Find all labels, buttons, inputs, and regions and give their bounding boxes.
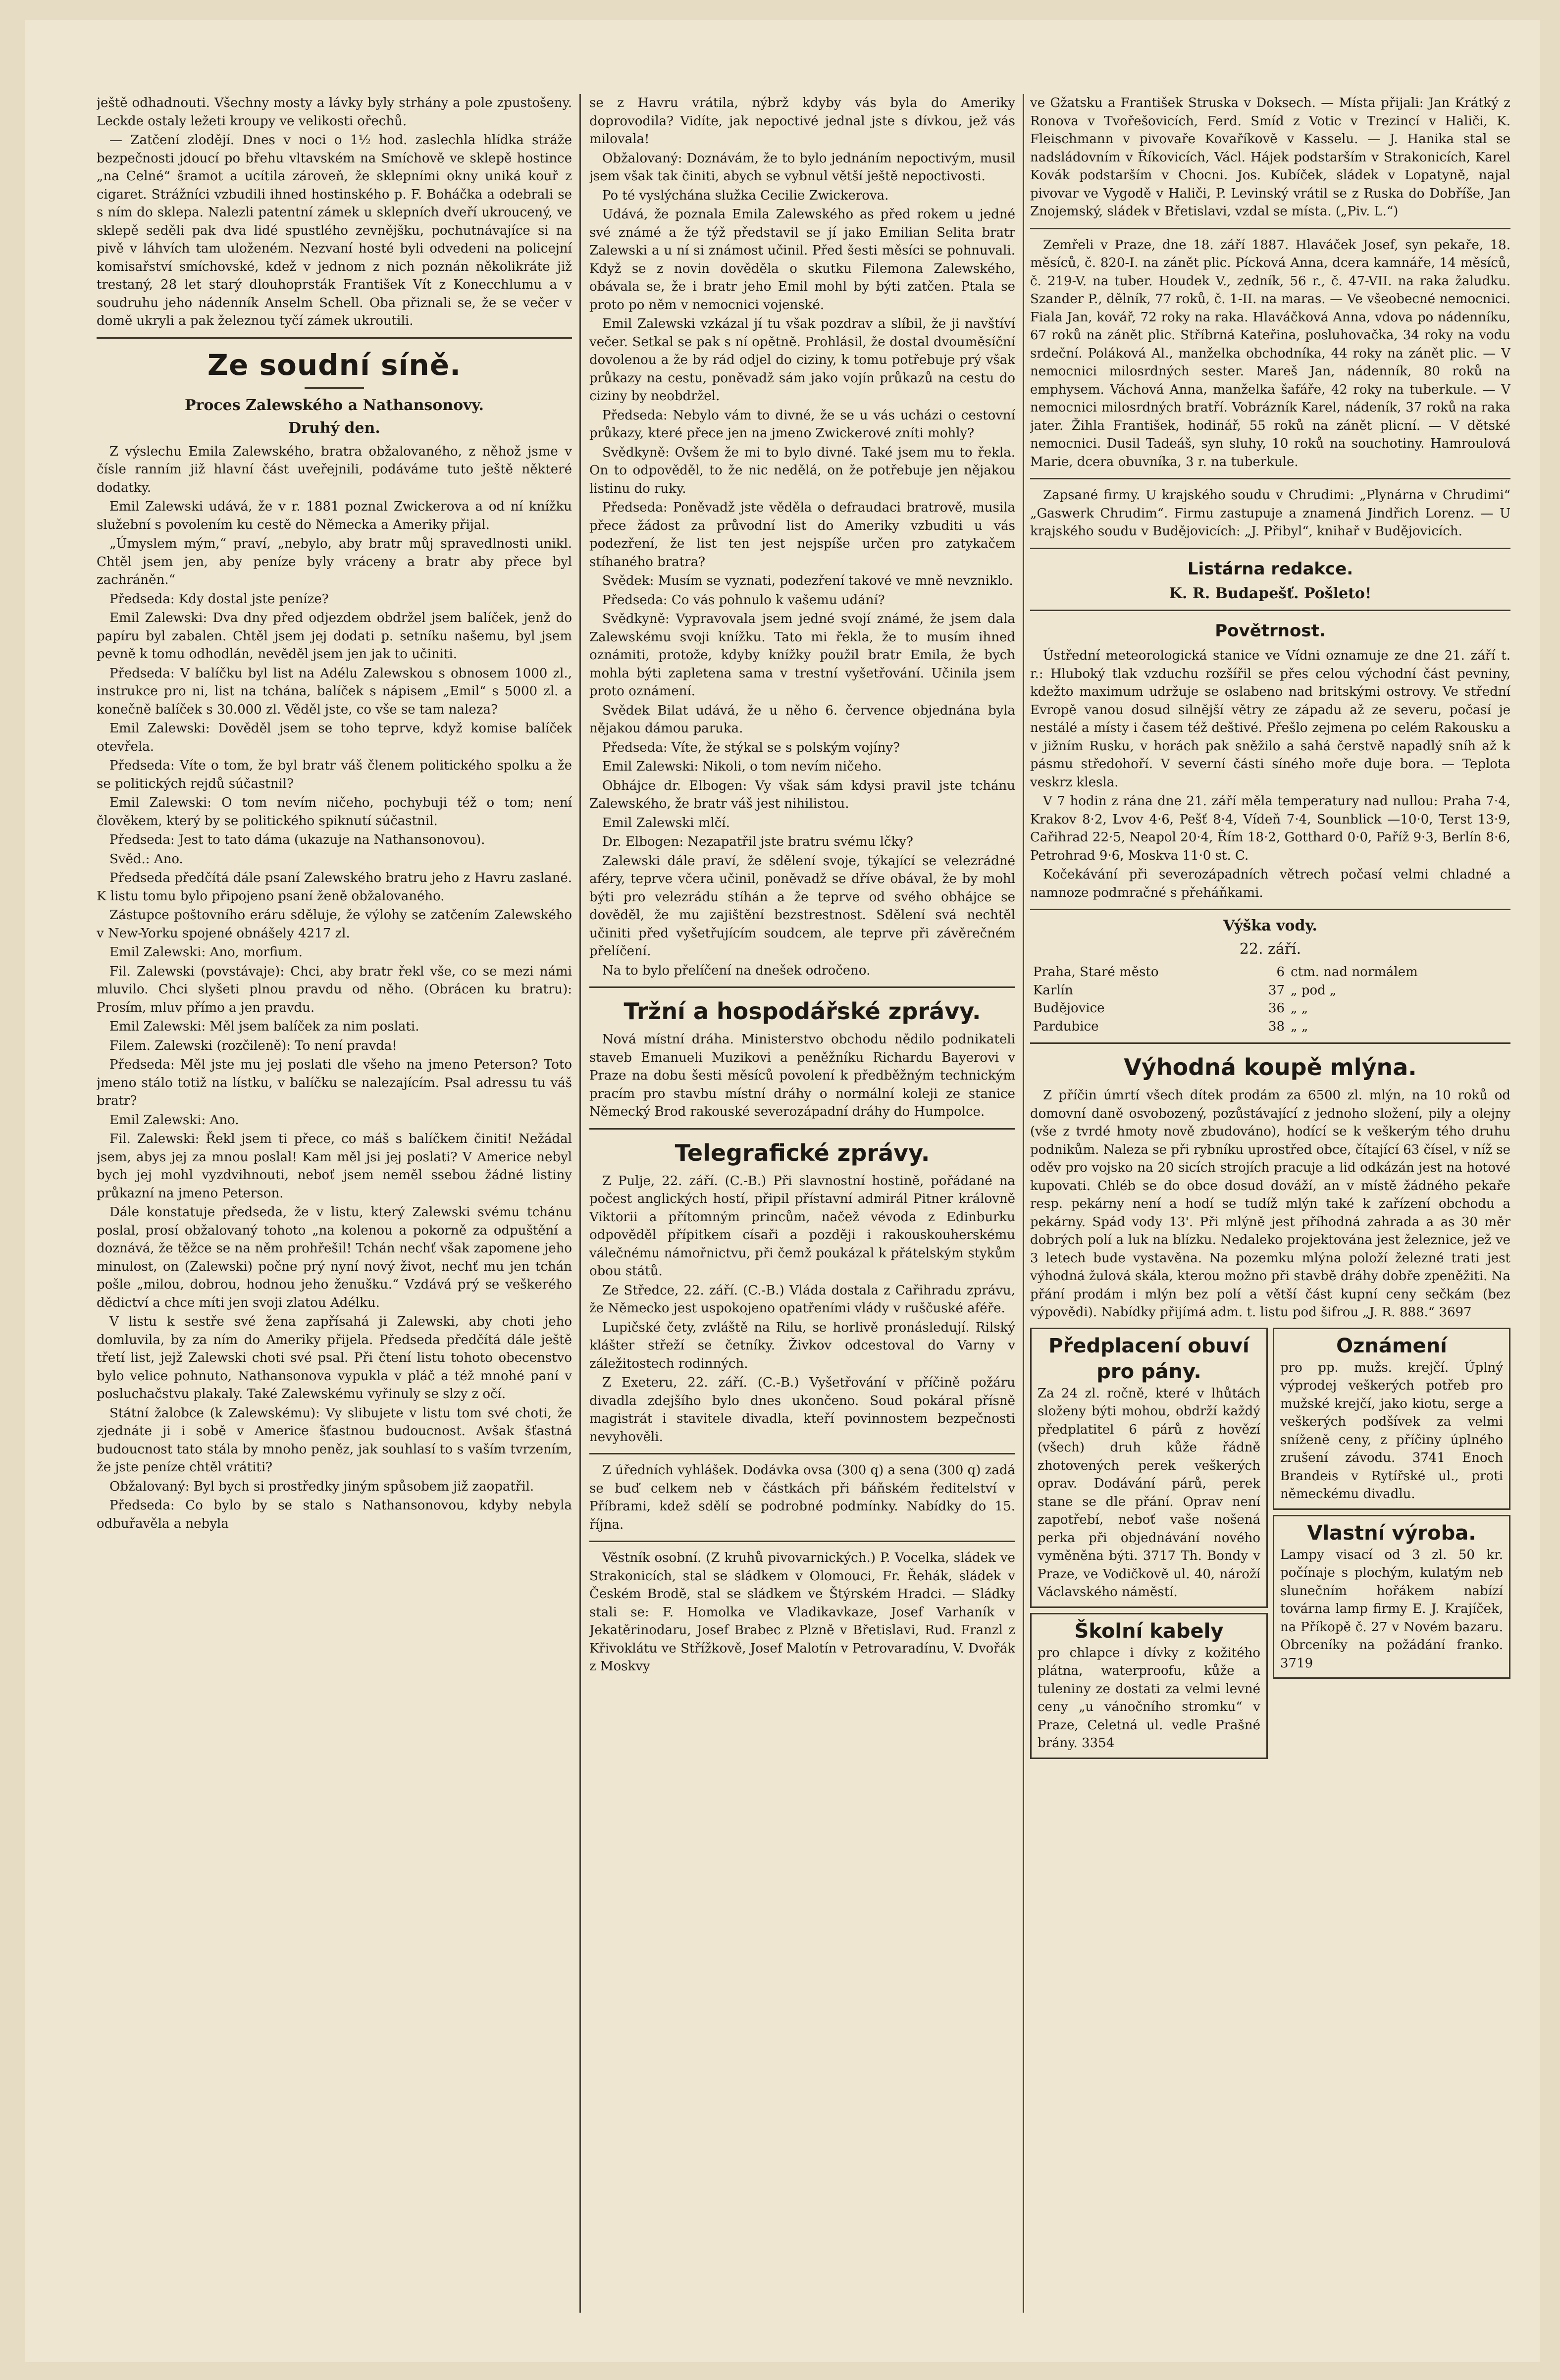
article-paragraph: Po té vyslýchána služka Cecilie Zwickerova.: [602, 188, 889, 203]
ad-announce-title: Oznámení: [1336, 1334, 1447, 1357]
letters-item: K. R. Budapešť. Pošleto!: [1169, 584, 1372, 602]
article-paragraph: Předseda: Co bylo by se stalo s Nathansonovou, kdyby nebyla odbuřavěla a nebyla: [97, 1498, 572, 1531]
firms-notice: Zapsané firmy. U krajského soudu v Chrudimi: „Plynárna v Chrudimi“ „Gaswerk Chrudim“. Firmu zastupuje a znamená Jindřich Lorenz. — U krajského soudu v Budějovicích: „J. Přibyl“, knihař v Budějovicích.: [1030, 488, 1510, 539]
water-unit: „ pod „: [1291, 983, 1337, 998]
official-notice: Z úředních vyhlášek. Dodávka ovsa (300 q) a sena (300 q) zadá se buď celkem neb v částkách při báňském ředitelství v Příbrami, kdež sdělí se podrobné podmínky. Nabídky do 15. října.: [589, 1463, 1015, 1532]
article-paragraph: Státní žalobce (k Zalewskému): Vy slibujete v listu tom své choti, že zjednáte ji i sobě v Americe šťastnou budoucnost. Avšak šťastná budoucnost tato stála by mnoho peněz, jak souhlasí to s vaším tvrzením, že jste peníze chtěl vrátiti?: [97, 1405, 572, 1475]
table-row: [1030, 963, 1510, 982]
ad-column-right: [1273, 1323, 1510, 1764]
section-heading-telegraph: Telegrafické zprávy.: [675, 1139, 930, 1166]
divider: [97, 337, 572, 339]
article-paragraph: Obžalovaný: Byl bych si prostředky jiným spůsobem již zaopatřil.: [109, 1479, 534, 1494]
article-paragraph: Emil Zalewski udává, že v r. 1881 poznal Zwickerova a od ní knížku služební s povolením ku cestě do Německa a Ameriky přijal.: [97, 499, 572, 532]
weather-paragraph: Kočekávání při severozápadních větrech počasí velmi chladné a namnoze podmračné s přeháňkami.: [1030, 867, 1510, 900]
article-paragraph: Na to bylo přelíčení na dnešek odročeno.: [602, 963, 871, 978]
article-paragraph: Z výslechu Emila Zalewského, bratra obžalovaného, z něhož jsme v čísle ranním již hlavní část uveřejnili, podáváme tuto ještě některé dodatky.: [97, 444, 572, 495]
article-paragraph: Emil Zalewski: Nikoli, o tom nevím ničeho.: [602, 759, 882, 774]
article-paragraph: Předseda: Víte, že stýkal se s polským vojíny?: [602, 740, 900, 755]
ad-cables: [1030, 1613, 1268, 1759]
divider: [1030, 1042, 1510, 1044]
water-value: 36: [1268, 1001, 1285, 1016]
ad-own: [1273, 1515, 1510, 1679]
article-paragraph: Svědkyně: Vypravovala jsem jedné svojí známé, že jsem dala Zalewskému svoji knížku. Tato mi řekla, že to musím ihned oznámiti, protože, kdyby knížky použil bratr Emila, že bych mohla býti zapletena sama v trestní vyšetřování. Učinila jsem proto oznámení.: [589, 612, 1015, 699]
article-paragraph: Předseda: Co vás pohnulo k vašemu udání?: [602, 592, 885, 608]
article-paragraph: Předseda: V balíčku byl list na Adélu Zalewskou s obnosem 1000 zl., instrukce pro ni, list na tchána, balíček s nápisem „Emil“ s 5000 zl. a konečně balíček s 30.000 zl. Věděl jste, co vše se tam naleza?: [97, 666, 572, 717]
water-value: 38: [1268, 1019, 1285, 1034]
article-paragraph: Emil Zalewski: Dva dny před odjezdem obdržel jsem balíček, jenž do papíru byl zabalen. Chtěl jsem jej dodati p. setníku našemu, byl jsem pevně k tomu odhodlán, nevěděl jsem jen jak to učiniti.: [97, 611, 572, 662]
water-value: 37: [1268, 983, 1285, 998]
ad-shoes-text: Za 24 zl. ročně, které v lhůtách složeny býti mohou, obdrží každý předplatitel 6 párů z hovězí (všech) druh kůže řádně zhotovených perek veškerých oprav. Dodávání párů, perek stane se dle přání. Oprav není zapotřebí, neboť vaše nošená perka při objednávání nového vyměněna býti. 3717 Th. Bondy v Praze, ve Vodičkově ul. 40, nároží Václavského náměstí.: [1038, 1386, 1260, 1600]
article-paragraph: Fil. Zalewski: Řekl jsem ti přece, co máš s balíčkem činiti! Nežádal jsem, abys jej za mnou poslal! Kam měl jsi jej poslati? V Americe nebyl bych jej mohl vyzdvihnouti, neboť jsem neměl ssebou žádné listiny průkazní na jmeno Peterson.: [97, 1132, 572, 1201]
article-paragraph: Emil Zalewski vzkázal jí tu však pozdrav a slíbil, že ji navštíví večer. Setkal se pak s ní opětně. Prohlásil, že dostal dvouměsíční dovolenou a že by rád odjel do ciziny, k tomu potřebuje prý však průkazy na cestu, poněvadž sám jako vojín průkazů na cestu do ciziny by neobdržel.: [589, 316, 1015, 404]
article-paragraph: Svědkyně: Ovšem že mi to bylo divné. Také jsem mu to řekla. On to odpověděl, to že nic nedělá, on že potřebuje jen nějakou listinu do ruky.: [589, 445, 1015, 496]
ad-shoes: [1030, 1328, 1268, 1608]
ad-cables-title: Školní kabely: [1074, 1619, 1224, 1643]
article-paragraph: Fil. Zalewski (povstávaje): Chci, aby bratr řekl vše, co se mezi námi mluvilo. Chci slyšeti plnou pravdu od něho. (Obrácen ku bratru): Prosím, mluv přímo a jen pravdu.: [97, 964, 572, 1015]
ad-mill-text: Z příčin úmrtí všech dítek prodám za 6500 zl. mlýn, na 10 roků od domovní daně osvobozený, pozůstávající z jednoho složení, pily a olejny (vše z tvrdé hmoty nově zbudováno), hodící se k veškerým tého druhu podnikům. Naleza se při rybníku uprostřed obce, čítající 63 čísel, v níž se oděv pro vojsko na 20 sicích strojích pracuje a lid odkázán jest na hotové kupovati. Chléb se do obce dosud dováží, an v místě žádného pekaře resp. pekárny není a hodí se tudíž mlýn také k zařízení obchodu a pekárny. Spád vody 13'. Při mlýně jest příhodná zahrada a as 30 měr dobrých polí a luk na blízku. Nedaleko projektována jest železnice, jež ve 3 letech bude vystavěna. Na pozemku mlýna položí železné trati jest výhodná žulová skála, kterou možno při stavbě dráhy dobře zpeněžiti. Na přání prodám i mlýn bez polí a větší část kupní ceny sečkám (bez výpovědi). Nabídky přijímá adm. t. listu pod šifrou „J. R. 888.“ 3697: [1030, 1088, 1510, 1320]
article-paragraph: Svěd.: Ano.: [109, 851, 183, 867]
ad-announce: [1273, 1328, 1510, 1510]
personal-news: Věstník osobní. (Z kruhů pivovarnických.) P. Vocelka, sládek ve Strakonicích, stal se sládkem v Olomouci, Fr. Řehák, sládek v Českém Brodě, stal se sládkem ve Štýrském Hradci. — Sládky stali se: F. Homolka ve Vladikavkaze, Josef Varhaník v Jekatěrinodaru, Josef Brabec z Plzně v Břetislavi, Rud. Franzl z Křivoklátu ve Střížkově, Josef Malotín v Petrovaradínu, V. Dvořák z Moskvy: [589, 1551, 1015, 1674]
section-heading-letters: Listárna redakce.: [1187, 559, 1353, 579]
divider: [1030, 610, 1510, 611]
water-level-table: [1030, 963, 1510, 1035]
ad-shoes-title: Předplacení obuví pro pány.: [1048, 1334, 1249, 1383]
article-subtitle: Druhý den.: [288, 419, 380, 437]
water-level-title: Výška vody.: [1223, 917, 1317, 934]
article-paragraph: Emil Zalewski mlčí.: [602, 815, 730, 830]
article-paragraph: Předseda předčítá dále psaní Zalewského bratru jeho z Havru zaslané. K listu tomu bylo připojeno psaní ženě obžalovaného.: [97, 871, 572, 904]
article-paragraph: Udává, že poznala Emila Zalewského as před rokem u jedné své známé a že týž představil se jí jako Emilian Selita bratr Zalewski a u ní si známost učinil. Před šesti měsíci se pohnuvali. Když se z novin dověděla o skutku Filemona Zalewského, obávala se, že i bratr jeho Emil mohl by býti zatčen. Ptala se proto po něm v nemocnici vojenské.: [589, 207, 1015, 312]
newspaper-page: [25, 20, 1540, 2362]
divider: [1030, 548, 1510, 549]
water-place: Praha, Staré město: [1033, 965, 1159, 980]
divider: [589, 1541, 1015, 1542]
divider: [589, 986, 1015, 988]
divider: [1030, 909, 1510, 910]
table-row: [1030, 982, 1510, 1000]
telegraph-item: Ze Středce, 22. září. (C.-B.) Vláda dostala z Cařihradu zprávu, že Německo jest uspokojeno opatřeními vlády v ruščuské aféře.: [589, 1283, 1015, 1316]
table-row: [1030, 1018, 1510, 1036]
column-rule: [1023, 94, 1024, 2313]
column-3: [1030, 94, 1510, 2313]
ad-mill-title: Výhodná koupě mlýna.: [1124, 1054, 1417, 1081]
weather-paragraph: V 7 hodin z rána dne 21. září měla temperatury nad nullou: Praha 7·4, Krakov 8·2, Lvov 4·6, Pešť 8·4, Vídeň 7·4, Sounblick —10·0, Terst 13·9, Cařihrad 22·5, Neapol 20·4, Řím 18·2, Gotthard 0·0, Paříž 9·3, Berlín 8·6, Petrohrad 9·6, Moskva 11·0 st. C.: [1030, 794, 1510, 863]
water-unit: „ „: [1291, 1019, 1308, 1034]
market-news: Nová místní dráha. Ministerstvo obchodu nědilo podnikateli staveb Emanueli Muzikovi a peněžníku Richardu Bayerovi v Praze na dobu šesti měsíců povolení k předběžným technickým pracím pro stavbu místní dráhy o normální koleji ze stanice Německý Brod rakouské severozápadní dráhy do Humpolce.: [589, 1032, 1015, 1119]
divider: [305, 387, 364, 389]
deaths-notice: Zemřeli v Praze, dne 18. září 1887. Hlaváček Josef, syn pekaře, 18. měsíců, č. 820-I. na zánět plic. Pícková Anna, dcera kamnáře, 14 měsíců, č. 219-V. na tuber. Houdek V., zedník, 56 r., č. 47-VII. na raka žaludku. Szander P., dělník, 77 roků, č. 1-II. na maras. — Ve všeobecné nemocnici. Fiala Jan, kovář, 72 roky na raka. Hlaváčková Anna, vdova po nádenníku, 67 roků na zánět plic. Stříbrná Kateřina, posluhovačka, 34 roky na vodu srdeční. Poláková Al., manželka obchodníka, 44 roky na zánět plic. — V nemocnici milosrdných sester. Mareš Jan, nádenník, 80 roků na emphysem. Váchová Anna, manželka šafáře, 42 roky na tuberkule. — V nemocnici milosrdných bratří. Vobrázník Karel, nádeník, 37 roků na raka jater. Žihla František, hodinář, 55 roků na zánět plicní. — V dětské nemocnici. Dusil Tadeáš, syn sluhy, 10 roků na souchotiny. Hamroulová Marie, dcera obuvníka, 3 r. na tuberkule.: [1030, 237, 1510, 469]
news-item-theft: — Zatčení zlodějí. Dnes v noci o 1½ hod. zaslechla hlídka stráže bezpečnosti jdoucí po břehu vltavském na Smíchově ve sklepě hostince „na Celné“ šramot a ucítila zároveň, že sklepními okny uniká kouř z cigaret. Strážníci vzbudili ihned hostinského p. F. Boháčka a odebrali se s ním do sklepa. Nalezli patentní zámek u sklepních dveří ukroucený, ve sklepě seděli pak dva lidé spustlého zevnějšku, pochutnávajíce si na pivě v láhvích tam uloženém. Nezvaní hosté byli odvedeni na policejní komisařství smíchovské, kdež v jednom z nich poznán několikráte již trestaný, 28 let starý dlouhoprsták František Vít z Konecchlumu a v soudruhu jeho nádenník Anselm Schell. Oba přiznali se, že se večer v domě ukryli a pak železnou tyčí zámek ukroutili.: [97, 133, 572, 328]
water-unit: „ „: [1291, 1001, 1308, 1016]
water-level-date: 22. září.: [1239, 940, 1301, 958]
telegraph-item: Z Exeteru, 22. září. (C.-B.) Vyšetřování v příčině požáru divadla zdejšího bylo dnes ukončeno. Soud pokáral přísně magistrát i stavitele divadla, kteří povinnostem bezpečnosti nevyhověli.: [589, 1375, 1015, 1445]
telegraph-item: Z Pulje, 22. září. (C.-B.) Při slavnostní hostině, pořádané na počest anglických hostí, připil přístavní admirál Pitner královně Viktorii a přítomným princům, načež vévoda z Edinburku odpověděl přípitkem císaři a později i rakouskouherskému válečnému námořnictvu, při čemž poukázal k přátelským stykům obou států.: [589, 1173, 1015, 1279]
article-paragraph: Předseda: Víte o tom, že byl bratr váš členem politického spolku a že se politických rejdů súčastnil?: [97, 758, 572, 791]
article-paragraph: Dr. Elbogen: Nezapatřil jste bratru svému lčky?: [602, 834, 913, 849]
column-rule: [579, 94, 581, 2313]
table-row: [1030, 999, 1510, 1018]
article-paragraph: V listu k sestře své žena zapřísahá ji Zalewski, aby choti jeho domluvila, by za ním do Ameriky přijela. Předseda předčítá dále ještě třetí list, jejž Zalewski choti své psal. Při čtení listu tohoto obecenstvo bylo velice pohnuto, Nathansonova vypukla v pláč a též mnohé paní v posluchačstvu plakaly. Také Zalewskému vyřinuly se slzy z očí.: [97, 1314, 572, 1401]
section-heading-weather: Povětrnost.: [1215, 621, 1326, 641]
article-paragraph: Předseda: Poněvadž jste věděla o defraudaci bratrově, musila přece žádost za průvodní list do Ameriky vzbuditi u vás podezření, že list ten jest nejspíše určen pro zatykačem stíhaného bratra?: [589, 500, 1015, 569]
article-paragraph: Předseda: Nebylo vám to divné, že se u vás ucházi o cestovní průkazy, které přece jen na jmeno Zwickerové zníti mohly?: [589, 408, 1015, 441]
article-paragraph: Předseda: Kdy dostal jste peníze?: [109, 591, 329, 607]
article-paragraph: Zalewski dále praví, že sdělení svoje, týkající se velezrádné aféry, teprve včera učinil, poněvadž se dříve obával, že by mohl býti pro velezrádu stíhán a že teprve od svého obhájce se dověděl, že mu zajištění bezstrestnost. Sdělení svá nechtěl učiniti před vyšetřujícím soudcem, ale teprve při závěrečném přelíčení.: [589, 853, 1015, 959]
article-paragraph: Obžalovaný: Doznávám, že to bylo jednáním nepoctivým, musil jsem však tak činiti, abych se vybnul větší ještě nepoctivosti.: [589, 151, 1015, 184]
article-paragraph: Emil Zalewski: Měl jsem balíček za nim poslati.: [109, 1019, 419, 1034]
article-paragraph: Svědek: Musím se vyznati, podezření takové ve mně nevzniklo.: [602, 573, 1013, 588]
ad-own-text: Lampy visací od 3 zl. 50 kr. počínaje s plochým, kulatým neb slunečním hořákem nabízí továrna lamp firmy E. J. Krajíček, na Příkopě č. 27 v Novém bazaru. Obrceníky na požádání franko. 3719: [1280, 1547, 1503, 1671]
ad-cables-text: pro chlapce i dívky z kožitého plátna, waterproofu, kůže a tuleniny ze dostati za velmi levné ceny „u vánočního stromku“ v Praze, Celetná ul. vedle Prašné brány. 3354: [1038, 1645, 1260, 1751]
ad-own-title: Vlastní výroba.: [1307, 1521, 1476, 1545]
article-paragraph: Filem. Zalewski (rozčileně): To není pravda!: [109, 1038, 397, 1053]
water-place: Karlín: [1033, 983, 1073, 998]
column-1: [97, 94, 572, 2313]
article-paragraph: Dále konstatuje předseda, že v listu, který Zalewski svému tchánu poslal, prosí obžalovaný tohoto „na kolenou a pokorně za odpuštění a doznává, že těžce se na něm prohřešil! Tchán nechť však zapomene jeho minulost, on (Zalewski) počne prý nyní nový život, nechť mu jen tchán pošle „milou, dobrou, hodnou jeho ženušku.“ Vzdává prý se veškerého dědictví a chce míti jen svoji zlatou Adélku.: [97, 1205, 572, 1310]
article-paragraph: Emil Zalewski: Ano.: [109, 1112, 239, 1128]
divider: [1030, 228, 1510, 229]
article-paragraph: se z Havru vrátila, nýbrž kdyby vás byla do Ameriky doprovodila? Vidíte, jak nepoctivé jednal jste s dívkou, jež vás milovala!: [589, 96, 1015, 147]
ad-grid: [1030, 1323, 1510, 1764]
water-place: Pardubice: [1033, 1019, 1099, 1034]
article-paragraph: Předseda: Měl jste mu jej poslati dle všeho na jmeno Peterson? Toto jmeno stálo totiž na lístku, v balíčku se nalezajícím. Psal adressu tu váš bratr?: [97, 1057, 572, 1108]
article-paragraph: Zástupce poštovního eráru sděluje, že výlohy se zatčením Zalewského v New-Yorku spojené obnášely 4217 zl.: [97, 908, 572, 941]
water-place: Budějovice: [1033, 1001, 1105, 1016]
divider: [1030, 478, 1510, 479]
article-paragraph: Emil Zalewski: O tom nevím ničeho, pochybuji též o tom; není člověkem, který by se politického spiknutí súčastnil.: [97, 795, 572, 828]
personal-news-continuation: ve Gžatsku a František Struska v Doksech. — Místa přijali: Jan Krátký z Ronova v Tvořešovicích, Ferd. Smíd z Votic v Trezincí v Haliči, K. Fleischmann v pivovaře Kovaříkově v Kasselu. — J. Hanika stal se nadsládovním v Říkovicích, Václ. Hájek podstarším v Strakonicích, Karel Kovák podstarším v Chocni. Jos. Kubíček, sládek v Lopatyně, najal pivovar ve Vygodě v Haliči, P. Levinský vrátil se z Ruska do Dobříše, Jan Znojemský, sládek v Břetislavi, vzdal se místa. („Piv. L.“): [1030, 96, 1510, 219]
divider: [589, 1453, 1015, 1454]
article-paragraph: „Úmyslem mým,“ praví, „nebylo, aby bratr můj spravedlnosti unikl. Chtěl jsem jen, aby peníze byly vráceny a bratr aby přece byl zachráněn.“: [97, 536, 572, 587]
weather-paragraph: Ústřední meteorologická stanice ve Vídni oznamuje ze dne 21. září t. r.: Hluboký tlak vzduchu rozšířil se přes celou východní část pevniny, kdežto maximum udržuje se oslabeno nad britskými ostrovy. Ve střední Evropě vanou dosud silnější větry ze západu až ze severu, počasí je nestálé a místy i časem též deštivé. Přešlo zejmena po celém Rakousku a v jižním Rusku, v horách pak sněžilo a sahá čerstvě napadlý sníh až k pásmu středohoří. V severní části síného moře duje bora. — Teplota veskrz klesla.: [1030, 648, 1510, 790]
divider: [589, 1128, 1015, 1130]
article-paragraph: Předseda: Jest to tato dáma (ukazuje na Nathansonovou).: [109, 832, 485, 847]
ad-announce-text: pro pp. mužs. krejčí. Úplný výprodej veškerých potřeb pro mužské krejčí, jako kiotu, serge a veškerých podšívek za velmi sníženě ceny, z příčiny úplného zrušení závodu. 3741 Enoch Brandeis v Rytířské ul., proti německému divadlu.: [1280, 1360, 1503, 1501]
article-paragraph: Obhájce dr. Elbogen: Vy však sám kdysi pravil jste tchánu Zalewského, že bratr váš jest nihilistou.: [589, 778, 1015, 811]
ad-column-left: [1030, 1323, 1268, 1764]
article-paragraph: Svědek Bilat udává, že u něho 6. července objednána byla nějakou dámou paruka.: [589, 703, 1015, 736]
article-paragraph: Emil Zalewski: Ano, morfium.: [109, 945, 303, 960]
article-title: Proces Zalewského a Nathansonovy.: [185, 396, 484, 414]
column-2: [589, 94, 1015, 2313]
section-heading-court: Ze soudní síně.: [207, 348, 462, 382]
water-unit: ctm. nad normálem: [1291, 965, 1418, 980]
section-heading-market: Tržní a hospodářské zprávy.: [624, 998, 981, 1025]
water-value: 6: [1276, 965, 1285, 980]
telegraph-item: Lupičské čety, zvláště na Rilu, se horlivě pronásledují. Rilský klášter střeží se četníky. Živkov odcestoval do Varny v záležitostech rodinných.: [589, 1320, 1015, 1371]
article-paragraph: Emil Zalewski: Dověděl jsem se toho teprve, když komise balíček otevřela.: [97, 721, 572, 754]
news-continuation: ještě odhadnouti. Všechny mosty a lávky byly strhány a pole zpustošeny. Leckde ostaly ležeti kroupy ve velikosti ořechů.: [97, 96, 572, 129]
